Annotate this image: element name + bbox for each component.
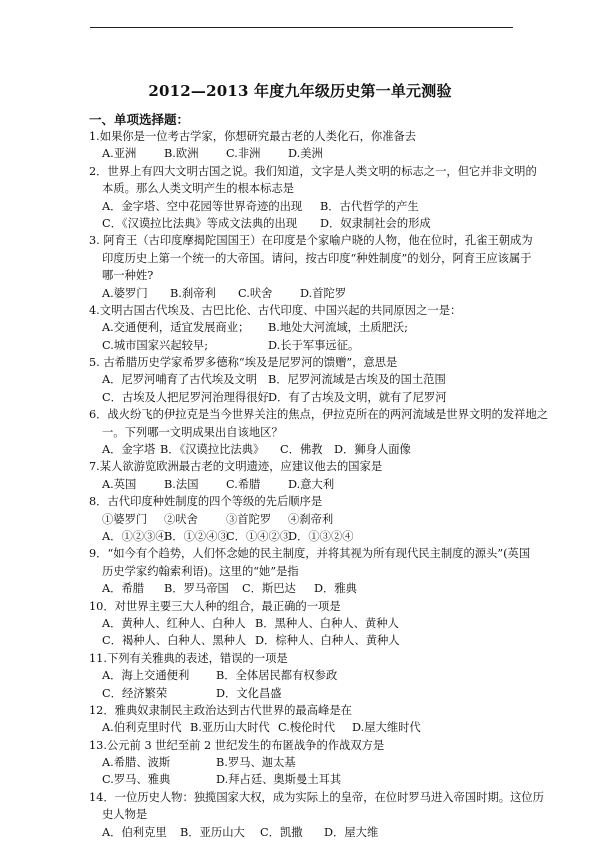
answer-option: D．狮身人面像 [334, 443, 411, 457]
answer-option: B.亚历山大时代 [190, 721, 270, 735]
answer-option: C.吠舍 [238, 286, 273, 300]
answer-option: B．全体居民都有权参政 [216, 669, 338, 683]
answer-option: A.希腊、波斯 [102, 756, 171, 770]
answer-option: D．奴隶制社会的形成 [320, 216, 431, 230]
options-row [89, 476, 519, 493]
options-row [89, 389, 519, 406]
question-2 [89, 163, 537, 233]
answer-option: B.法国 [164, 477, 199, 491]
answer-option: B.罗马、迦太基 [216, 756, 296, 770]
options-row [89, 198, 519, 215]
answer-option: D．文化昌盛 [216, 686, 282, 700]
options-row [89, 580, 519, 597]
question-stem-line: 9．“如今有个趋势，人们怀念她的民主制度，并将其视为所有现代民主制度的源头”(英国 [89, 547, 531, 561]
answer-option: A.伯利克里时代 [102, 721, 182, 735]
options-row [89, 285, 519, 302]
question-3 [89, 232, 533, 302]
question-stem-line: 5. 古希腊历史学家希罗多德称“埃及是尼罗河的馈赠”，意思是 [89, 356, 398, 370]
answer-option: B．亚历山大 [180, 825, 245, 839]
answer-option: C.希腊 [226, 477, 261, 491]
answer-option: D．雅典 [314, 582, 357, 596]
question-9 [89, 545, 531, 597]
answer-option: ①婆罗门 [102, 512, 148, 526]
answer-option: D．屋大维 [324, 825, 379, 839]
question-stem-line: 史人物是 [102, 808, 148, 822]
question-list [89, 128, 549, 841]
question-stem-line: 3. 阿育王（古印度摩揭陀国国王）在印度是个家喻户晓的人物，他在位时，孔雀王朝成为 [89, 234, 533, 248]
options-row [89, 719, 519, 736]
question-7 [89, 458, 519, 493]
answer-option: A.交通便利，适宜发展商业； [102, 321, 250, 335]
options-row [89, 337, 519, 354]
options-row [89, 667, 519, 684]
question-stem-line: 11.下列有关雅典的表述，错误的一项是 [89, 651, 288, 665]
answer-option: B.地处大河流域，土质肥沃; [268, 321, 408, 335]
question-13 [89, 737, 519, 789]
answer-option: B.欧洲 [164, 147, 199, 161]
options-row [89, 824, 519, 841]
answer-option: C．凯撒 [260, 825, 303, 839]
answer-option: C．斯巴达 [242, 582, 296, 596]
question-stem-line: 1.如果你是一位考古学家，你想研究最古老的人类化石，你准备去 [89, 130, 417, 143]
answer-option: A.婆罗门 [102, 286, 148, 300]
answer-option: B．《汉谟拉比法典》 [160, 443, 265, 457]
question-stem-line: 14．一位历史人物：独揽国家大权，成为实际上的皇帝，在位时罗马进入帝国时期。这位历 [89, 790, 544, 804]
answer-option: B．罗马帝国 [164, 582, 229, 596]
answer-option: D.美洲 [288, 147, 323, 161]
answer-option: A．金字塔、空中花园等世界奇迹的出现 [102, 199, 303, 213]
options-row [89, 754, 519, 771]
header-rule [90, 27, 513, 28]
question-stem-line: 8．古代印度种姓制度的四个等级的先后顺序是 [89, 495, 323, 509]
answer-option: A．金字塔 [102, 443, 156, 457]
question-4 [89, 302, 519, 354]
question-14 [89, 789, 544, 841]
question-stem-line: 2．世界上有四大文明古国之说。我们知道，文字是人类文明的标志之一，但它并非文明的 [89, 164, 537, 178]
answer-option: B．古代哲学的产生 [320, 199, 419, 213]
options-row [89, 215, 519, 232]
question-1 [89, 128, 519, 163]
answer-option: C．《汉谟拉比法典》等成文法典的出现 [102, 216, 298, 230]
answer-option: B．①②④③ [164, 529, 229, 543]
question-5 [89, 354, 519, 406]
answer-option: B．黑种人、白种人、黄种人 [255, 616, 399, 630]
answer-option: A．黄种人、红种人、白种人 [102, 616, 246, 630]
answer-option: ③首陀罗 [226, 512, 272, 526]
question-stem-line: 12．雅典奴隶制民主政治达到古代世界的最高峰是在 [89, 703, 352, 717]
answer-option: C．①④②③ [226, 529, 292, 543]
answer-option: A.英国 [102, 477, 137, 491]
answer-option: A．尼罗河哺育了古代埃及文明 [102, 373, 258, 387]
answer-option: C．佛教 [280, 443, 323, 457]
options-row [89, 145, 519, 162]
answer-option: B.刹帝利 [170, 286, 216, 300]
answer-option: D．有了古埃及文明，就有了尼罗河 [268, 390, 447, 404]
answer-option: A．伯利克里 [102, 825, 167, 839]
question-6 [89, 406, 549, 458]
question-stem-line: 7.某人欲游览欧洲最古老的文明遗迹，应建议他去的国家是 [89, 460, 383, 474]
question-8 [89, 493, 519, 545]
options-row [89, 685, 519, 702]
answer-option: C．褐种人、白种人、黑种人 [102, 634, 247, 648]
options-row [89, 528, 519, 545]
options-row [89, 441, 519, 458]
answer-option: A．①②③④ [102, 529, 167, 543]
answer-option: C.非洲 [226, 147, 261, 161]
answer-option: A．希腊 [102, 582, 145, 596]
options-row [89, 615, 519, 632]
question-stem-line: 本质。那么人类文明产生的根本标志是 [102, 182, 295, 196]
options-row [89, 371, 519, 388]
question-12 [89, 702, 519, 737]
question-stem-line: 6．战火纷飞的伊拉克是当今世界关注的焦点，伊拉克所在的两河流域是世界文明的发祥地之 [89, 408, 549, 422]
question-11 [89, 650, 519, 702]
question-stem-line: 一。下列哪一文明成果出自该地区？ [102, 425, 283, 439]
answer-option: D.首陀罗 [300, 286, 347, 300]
answer-option: C．经济繁荣 [102, 686, 168, 700]
question-stem-line: 4.文明古国古代埃及、古巴比伦、古代印度、中国兴起的共同原因之一是： [89, 303, 462, 317]
answer-option: C.罗马、雅典 [102, 773, 171, 787]
answer-option: C.城市国家兴起较早; [102, 338, 209, 352]
question-10 [89, 598, 519, 650]
question-stem-line: 印度历史上第一个统一的大帝国。请问，按古印度“种姓制度”的划分，阿育王应该属于 [102, 251, 532, 265]
answer-option: C．古埃及人把尼罗河治理得很好 [102, 390, 269, 404]
answer-option: D.拜占廷、奥斯曼土耳其 [216, 773, 342, 787]
question-stem-line: 哪一种姓? [102, 269, 154, 283]
options-row [89, 632, 519, 649]
options-row [89, 771, 519, 788]
answer-option: D．①③②④ [288, 529, 354, 543]
question-stem-line: 13.公元前 3 世纪至前 2 世纪发生的布匿战争的作战双方是 [89, 738, 385, 752]
answer-option: A.亚洲 [102, 147, 137, 161]
question-stem-line: 历史学家约翰索利语)。这里的“她”是指 [102, 564, 299, 578]
answer-option: ④刹帝利 [288, 512, 334, 526]
options-row [89, 511, 519, 528]
question-stem-line: 10．对世界主要三大人种的组合，最正确的一项是 [89, 599, 341, 613]
options-row [89, 319, 519, 336]
answer-option: D.屋大维时代 [352, 721, 421, 735]
answer-option: D.意大利 [288, 477, 335, 491]
answer-option: B．尼罗河流域是古埃及的国土范围 [268, 373, 446, 387]
section-heading: 一、单项选择题： [89, 112, 190, 127]
answer-option: D．棕种人、白种人、黄种人 [255, 634, 400, 648]
answer-option: ②吠舍 [164, 512, 198, 526]
answer-option: D.长于军事远征。 [268, 338, 360, 352]
answer-option: C.梭伦时代 [278, 721, 336, 735]
answer-option: A．海上交通便利 [102, 669, 190, 683]
page-title: 2012—2013 年度九年级历史第一单元测验 [148, 82, 452, 100]
